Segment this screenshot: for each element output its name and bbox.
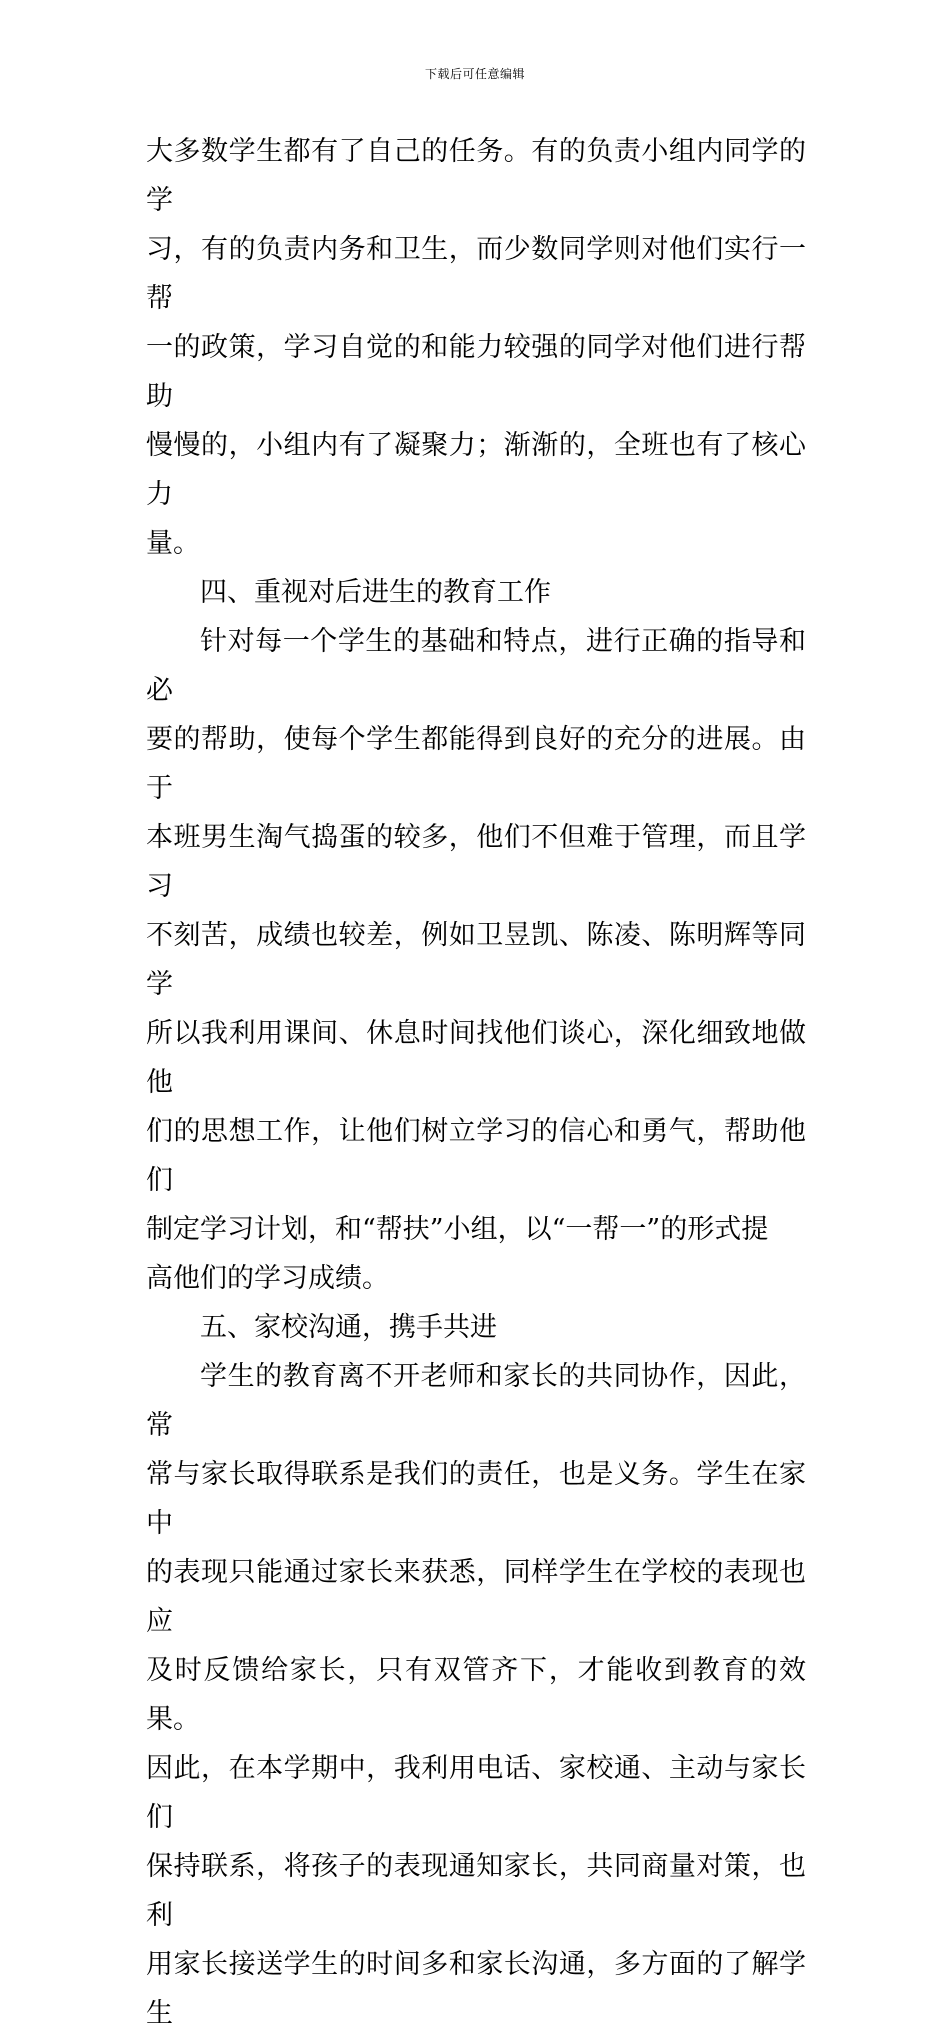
- text-line: 五、家校沟通，携手共进: [200, 1312, 497, 1343]
- text-line: 一的政策，学习自觉的和能力较强的同学对他们进行帮助: [146, 332, 806, 412]
- text-line: 用家长接送学生的时间多和家长沟通，多方面的了解学生: [146, 1949, 806, 2029]
- text-line: 保持联系，将孩子的表现通知家长，共同商量对策，也利: [146, 1851, 806, 1931]
- text-line: 量。: [146, 528, 200, 559]
- text-line: 慢慢的，小组内有了凝聚力；渐渐的，全班也有了核心力: [146, 430, 806, 510]
- text-line: 的表现只能通过家长来获悉，同样学生在学校的表现也应: [146, 1557, 806, 1637]
- text-line: 常与家长取得联系是我们的责任，也是义务。学生在家中: [146, 1459, 806, 1539]
- text-line: 不刻苦，成绩也较差，例如卫昱凯、陈凌、陈明辉等同学: [146, 920, 806, 1000]
- text-line: 因此，在本学期中，我利用电话、家校通、主动与家长们: [146, 1753, 806, 1833]
- text-line: 所以我利用课间、休息时间找他们谈心，深化细致地做他: [146, 1018, 806, 1098]
- paragraph-underachievers: [146, 617, 806, 1303]
- text-line: 四、重视对后进生的教育工作: [200, 577, 551, 608]
- text-line: 大多数学生都有了自己的任务。有的负责小组内同学的学: [146, 136, 806, 216]
- paragraph-home-school: [146, 1352, 806, 2038]
- text-line: 们的思想工作，让他们树立学习的信心和勇气，帮助他们: [146, 1116, 806, 1196]
- paragraph-continuation: [146, 127, 806, 568]
- document-body: [146, 127, 806, 2038]
- text-line: 本班男生淘气捣蛋的较多，他们不但难于管理，而且学习: [146, 822, 806, 902]
- text-line: 高他们的学习成绩。: [146, 1263, 389, 1294]
- page-header: 下载后可任意编辑: [424, 67, 525, 81]
- text-line: 及时反馈给家长，只有双管齐下，才能收到教育的效果。: [146, 1655, 806, 1735]
- section-heading-four: [146, 568, 806, 617]
- section-heading-five: [146, 1303, 806, 1352]
- text-line: 习，有的负责内务和卫生，而少数同学则对他们实行一帮: [146, 234, 806, 314]
- text-line: 学生的教育离不开老师和家长的共同协作，因此，常: [146, 1361, 806, 1441]
- text-line: 针对每一个学生的基础和特点，进行正确的指导和必: [146, 626, 806, 706]
- text-line: 制定学习计划，和“帮扶”小组，以“一帮一”的形式提: [146, 1214, 769, 1245]
- text-line: 要的帮助，使每个学生都能得到良好的充分的进展。由于: [146, 724, 806, 804]
